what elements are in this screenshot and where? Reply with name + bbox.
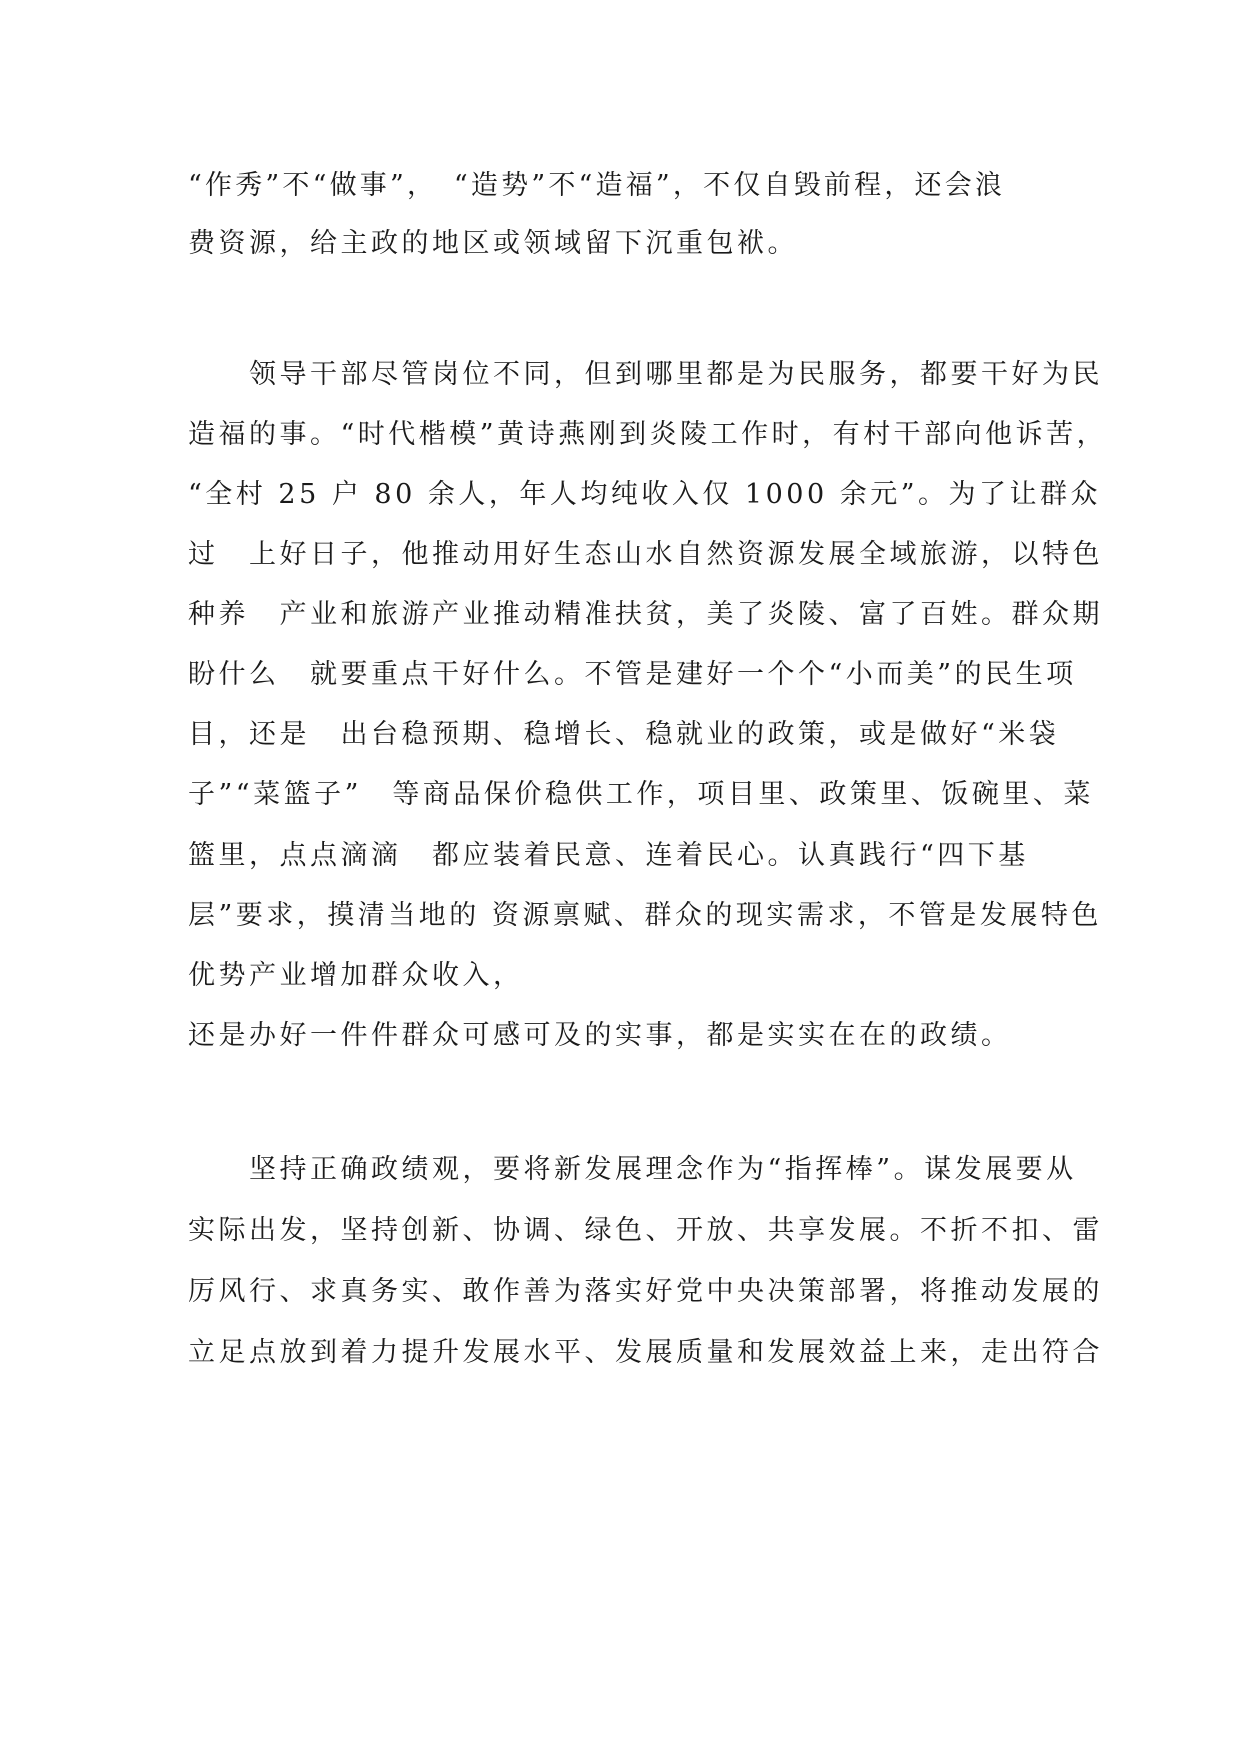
text-line: 坚持正确政绩观，要将新发展理念作为“指挥棒”。谋发展要从 [188, 1154, 1077, 1185]
text-line: 立足点放到着力提升发展水平、发展质量和发展效益上来，走出符合 [188, 1337, 1103, 1368]
text-line: 篮里，点点滴滴 都应装着民意、连着民心。认真践行“四下基 [188, 840, 1029, 871]
text-line: 造福的事。“时代楷模”黄诗燕刚到炎陵工作时，有村干部向他诉苦， [188, 419, 1108, 450]
text-line: 实际出发，坚持创新、协调、绿色、开放、共享发展。不折不扣、雷 [188, 1215, 1103, 1246]
text-line: 费资源，给主政的地区或领域留下沉重包袱。 [188, 228, 798, 259]
text-line: 过 上好日子，他推动用好生态山水自然资源发展全域旅游，以特色 [188, 539, 1103, 570]
text-line: 还是办好一件件群众可感可及的实事，都是实实在在的政绩。 [188, 1020, 1012, 1051]
text-line: 层”要求，摸清当地的 资源禀赋、群众的现实需求，不管是发展特色 [188, 900, 1102, 931]
text-line: 厉风行、求真务实、敢作善为落实好党中央决策部署，将推动发展的 [188, 1276, 1103, 1307]
text-line: 子”“菜篮子” 等商品保价稳供工作，项目里、政策里、饭碗里、菜 [188, 779, 1094, 810]
text-line: 种养 产业和旅游产业推动精准扶贫，美了炎陵、富了百姓。群众期 [188, 599, 1103, 630]
text-line: 优势产业增加群众收入， [188, 960, 524, 991]
text-line: “全村 25 户 80 余人，年人均纯收入仅 1000 余元”。为了让群众 [188, 479, 1102, 510]
text-line: 目，还是 出台稳预期、稳增长、稳就业的政策，或是做好“米袋 [188, 719, 1060, 750]
text-line: “作秀”不“做事”， “造势”不“造福”，不仅自毁前程，还会浪 [188, 170, 1006, 201]
text-line: 盼什么 就要重点干好什么。不管是建好一个个“小而美”的民生项 [188, 659, 1077, 690]
text-line: 领导干部尽管岗位不同，但到哪里都是为民服务，都要干好为民 [188, 359, 1103, 390]
